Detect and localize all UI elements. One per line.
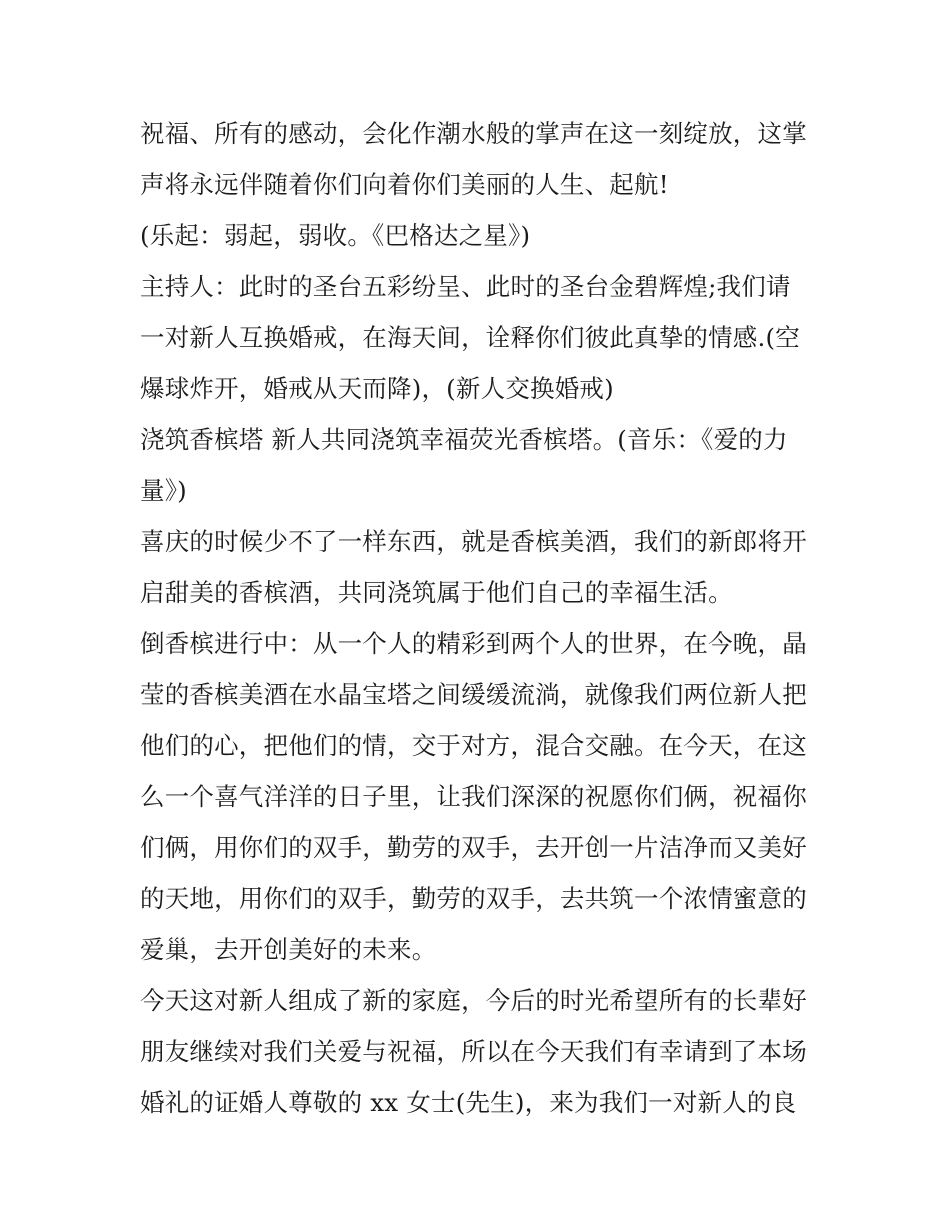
text-line: 启甜美的香槟酒，共同浇筑属于他们自己的幸福生活。	[140, 578, 733, 607]
text-line: 量》)	[140, 476, 187, 505]
text-line: 祝福、所有的感动，会化作潮水般的掌声在这一刻绽放，这掌	[140, 119, 807, 148]
text-line: 声将永远伴随着你们向着你们美丽的人生、起航!	[140, 170, 669, 199]
text-line: 么一个喜气洋洋的日子里，让我们深深的祝愿你们俩，祝福你	[140, 782, 807, 811]
text-line: (乐起：弱起，弱收。《巴格达之星》)	[140, 221, 531, 250]
text-line: 爆球炸开，婚戒从天而降)，(新人交换婚戒)	[140, 374, 614, 403]
text-line: 浇筑香槟塔 新人共同浇筑幸福荧光香槟塔。(音乐：《爱的力	[140, 425, 788, 454]
text-line: 爱巢，去开创美好的未来。	[140, 935, 437, 964]
text-line: 倒香槟进行中：从一个人的精彩到两个人的世界，在今晚，晶	[140, 629, 807, 658]
text-line: 他们的心，把他们的情，交于对方，混合交融。在今天，在这	[140, 731, 807, 760]
text-line: 莹的香槟美酒在水晶宝塔之间缓缓流淌，就像我们两位新人把	[140, 680, 807, 709]
text-line: 的天地，用你们的双手，勤劳的双手，去共筑一个浓情蜜意的	[140, 884, 807, 913]
document-page	[140, 108, 820, 1128]
text-line: 朋友继续对我们关爱与祝福，所以在今天我们有幸请到了本场	[140, 1037, 807, 1066]
text-line: 们俩，用你们的双手，勤劳的双手，去开创一片洁净而又美好	[140, 833, 807, 862]
text-line: 一对新人互换婚戒，在海天间，诠释你们彼此真挚的情感.(空	[140, 323, 800, 352]
text-line: 主持人：此时的圣台五彩纷呈、此时的圣台金碧辉煌;我们请	[140, 272, 791, 301]
text-line: 婚礼的证婚人尊敬的 xx 女士(先生)，来为我们一对新人的良	[140, 1088, 797, 1117]
text-line: 喜庆的时候少不了一样东西，就是香槟美酒，我们的新郎将开	[140, 527, 807, 556]
text-line: 今天这对新人组成了新的家庭，今后的时光希望所有的长辈好	[140, 986, 807, 1015]
